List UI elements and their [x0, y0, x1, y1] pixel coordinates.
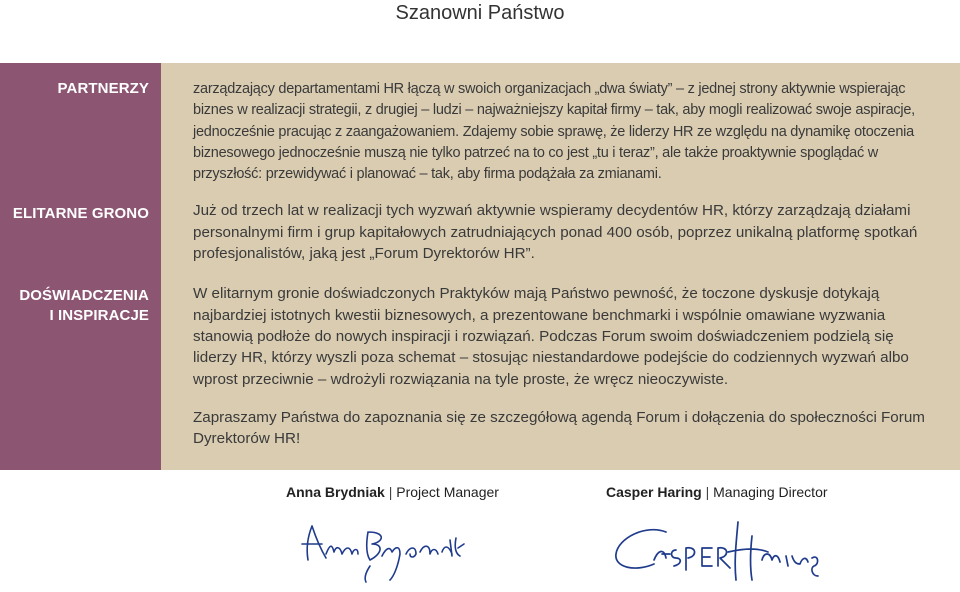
signer-name: Casper Haring: [606, 484, 702, 500]
paragraph-partners: zarządzający departamentami HR łączą w swoich organizacjach „dwa światy” – z jednej strony aktywnie wspierając biznes w realizacji strategii, z drugiej – ludzi – najważniejszy kapitał firmy – tak, aby mogli realizować swoje aspiracje, jednocześnie pracując z zaangażowaniem. Zdajemy sobie sprawę, że liderzy HR ze względu na dynamikę otoczenia biznesowego jednocześnie muszą nie tylko patrzeć na to co jest „tu i teraz”, ale także proaktywnie spoglądać w przyszłość: przewidywać i planować – tak, aby firma podążała za zmianami.: [193, 81, 915, 183]
handwritten-signature-anna: [286, 514, 466, 584]
signature-caption: [606, 482, 856, 502]
signer-role: Project Manager: [396, 484, 499, 500]
signer-role: Managing Director: [713, 484, 828, 500]
signature-caption: [286, 482, 526, 502]
separator: |: [705, 484, 710, 500]
signature-block-anna: [286, 482, 526, 584]
page-title: Szanowni Państwo: [395, 2, 565, 24]
sidebar-label-elite-group: ELITARNE GRONO: [12, 205, 149, 222]
handwritten-signature-casper: [606, 514, 826, 584]
sidebar: [0, 63, 161, 470]
signature-block-casper: [606, 482, 856, 584]
paragraph-elite-group: Już od trzech lat w realizacji tych wyzwań aktywnie wspieramy decydentów HR, którzy zarządzają działami personalnymi firm i grup kapitałowych zatrudniających ponad 400 osób, poprzez unikalną platformę spotkań profesjonalistów, jaką jest „Forum Dyrektorów HR”.: [193, 202, 918, 263]
paragraph-experience: W elitarnym gronie doświadczonych Praktyków mają Państwo pewność, że toczone dyskusje dotykają najbardziej istotnych kwestii biznesowych, a prezentowane benchmarki i wspólnie omawiane wyzwania stanowią podłoże do nowych inspiracji i rozwiązań. Podczas Forum swoim doświadczeniem podzielą się liderzy HR, którzy wyszli poza schemat – stosując niestandardowe podejście do codziennych wyzwań albo wprost przeciwnie – wdrożyli rozwiązania na tyle proste, że wręcz nieoczywiste.: [193, 285, 909, 388]
paragraph-invitation: Zapraszamy Państwa do zapoznania się ze szczegółową agendą Forum i dołączenia do społeczności Forum Dyrektorów HR!: [193, 408, 925, 448]
separator: |: [388, 484, 393, 500]
sidebar-label-experience-line1: DOŚWIADCZENIA: [19, 287, 149, 304]
sidebar-label-partners: PARTNERZY: [57, 80, 149, 97]
sidebar-label-experience: [19, 286, 149, 326]
signer-name: Anna Brydniak: [286, 484, 385, 500]
content-band: [0, 63, 960, 470]
letter-body: [193, 79, 933, 449]
sidebar-label-experience-line2: I INSPIRACJE: [49, 307, 149, 324]
